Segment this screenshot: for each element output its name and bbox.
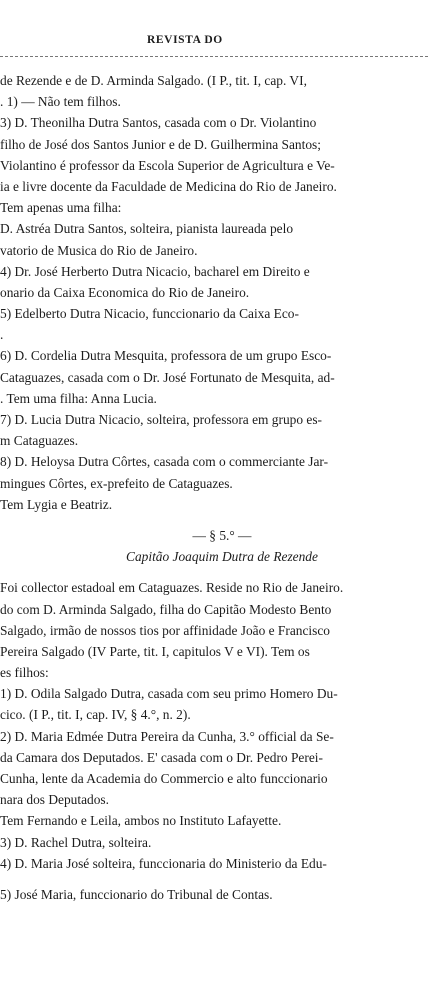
text-line: Pereira Salgado (IV Parte, tit. I, capitulos V e VI). Tem os <box>0 643 310 659</box>
text-line: onario da Caixa Economica do Rio de Janeiro. <box>0 284 250 300</box>
text-line: 4) Dr. José Herberto Dutra Nicacio, bacharel em Direito e <box>0 263 310 279</box>
text-line: 6) D. Cordelia Dutra Mesquita, professora de um grupo Esco- <box>0 348 332 364</box>
text-line: cico. (I P., tit. I, cap. IV, § 4.°, n. 2). <box>0 707 191 723</box>
text-line: . Tem uma filha: Anna Lucia. <box>0 390 157 406</box>
text-line: Foi collector estadoal em Cataguazes. Reside no Rio de Janeiro. <box>0 580 344 596</box>
text-line: 3) D. Theonilha Dutra Santos, casada com o Dr. Violantino <box>0 115 317 131</box>
text-line: . <box>0 327 4 343</box>
text-line: es filhos: <box>0 665 49 681</box>
text-line: Violantino é professor da Escola Superior de Agricultura e Ve- <box>0 157 335 173</box>
running-head: REVISTA DO <box>147 34 223 46</box>
section-number: — § 5.° — <box>192 527 252 543</box>
text-line: 4) D. Maria José solteira, funccionaria do Ministerio da Edu- <box>0 855 327 871</box>
text-line: vatorio de Musica do Rio de Janeiro. <box>0 242 198 258</box>
text-line: 3) D. Rachel Dutra, solteira. <box>0 834 152 850</box>
text-line: 7) D. Lucia Dutra Nicacio, solteira, professora em grupo es- <box>0 412 323 427</box>
header-rule <box>0 56 428 57</box>
text-line: Tem Lygia e Beatriz. <box>0 496 113 512</box>
text-line: . 1) — Não tem filhos. <box>0 94 121 110</box>
page-body <box>0 70 428 905</box>
text-line: Salgado, irmão de nossos tios por affinidade João e Francisco <box>0 622 330 638</box>
text-line: ia e livre docente da Faculdade de Medicina do Rio de Janeiro. <box>0 178 337 194</box>
text-line: mingues Côrtes, ex-prefeito de Cataguazes. <box>0 475 233 491</box>
text-line: de Rezende e de D. Arminda Salgado. (I P., tit. I, cap. VI, <box>0 73 307 88</box>
text-line: 8) D. Heloysa Dutra Côrtes, casada com o commerciante Jar- <box>0 454 329 470</box>
text-line: Cataguazes, casada com o Dr. José Fortunato de Mesquita, ad- <box>0 369 335 385</box>
text-line: 1) D. Odila Salgado Dutra, casada com seu primo Homero Du- <box>0 686 338 702</box>
text-line: Tem Fernando e Leila, ambos no Instituto Lafayette. <box>0 813 282 829</box>
text-line: da Camara dos Deputados. E' casada com o Dr. Pedro Perei- <box>0 749 323 765</box>
text-line: Tem apenas uma filha: <box>0 200 122 216</box>
section-title: Capitão Joaquim Dutra de Rezende <box>126 549 318 565</box>
text-line: m Cataguazes. <box>0 433 79 449</box>
text-line: filho de José dos Santos Junior e de D. Guilhermina Santos; <box>0 136 321 152</box>
text-line: Cunha, lente da Academia do Commercio e alto funccionario <box>0 771 328 786</box>
text-line: 5) José Maria, funccionario do Tribunal de Contas. <box>0 886 273 902</box>
text-line: 5) Edelberto Dutra Nicacio, funccionario da Caixa Eco- <box>0 306 299 322</box>
page-header <box>0 34 428 54</box>
text-line: do com D. Arminda Salgado, filha do Capitão Modesto Bento <box>0 601 332 617</box>
text-line: 2) D. Maria Edmée Dutra Pereira da Cunha, 3.° official da Se- <box>0 728 334 744</box>
text-line: D. Astréa Dutra Santos, solteira, pianista laureada pelo <box>0 221 294 237</box>
text-line: nara dos Deputados. <box>0 792 109 808</box>
